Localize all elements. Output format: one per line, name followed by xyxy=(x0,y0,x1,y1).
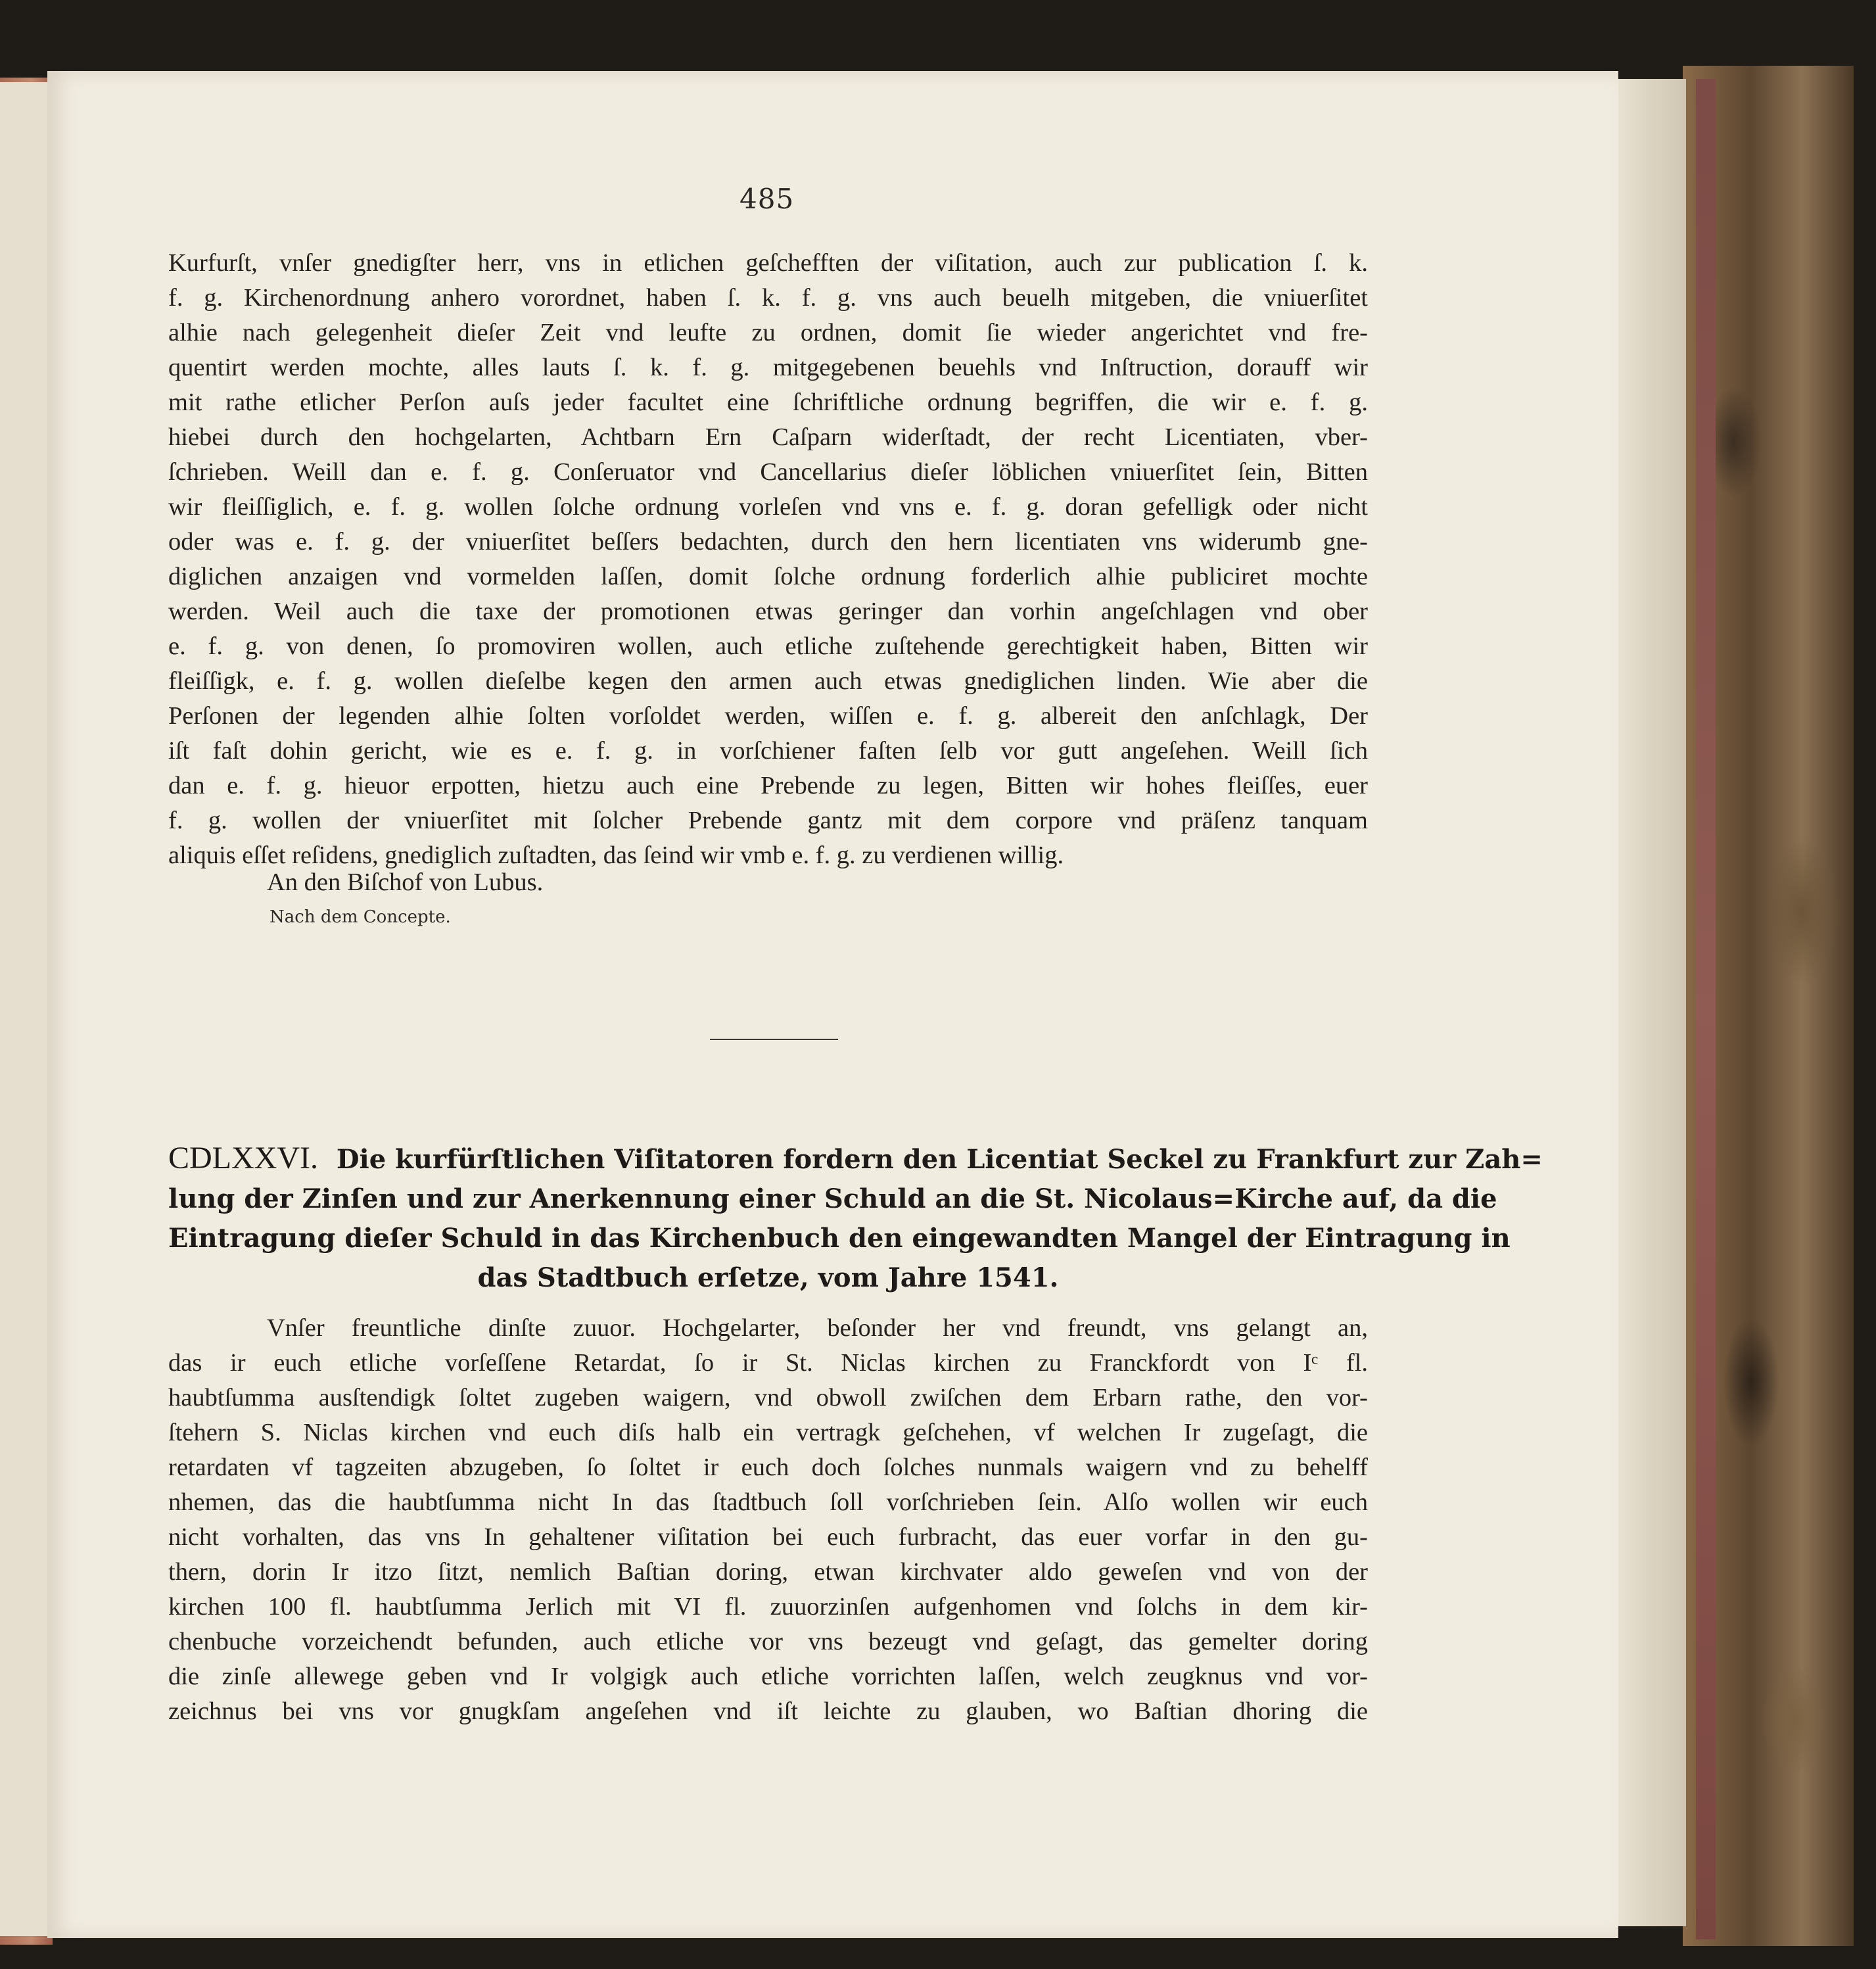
text-line: werden. Weil auch die taxe der promotionen etwas geringer dan vorhin angeſchlagen vnd ober xyxy=(168,598,1368,625)
letter-address: An den Biſchof von Lubus. xyxy=(267,868,544,896)
letter-text-bottom xyxy=(168,1311,1368,1729)
text-line: nhemen, das die haubtſumma nicht In das ſtadtbuch ſoll vorſchrieben ſein. Alſo wollen wir euch xyxy=(168,1488,1368,1516)
text-line: dan e. f. g. hieuor erpotten, hietzu auch eine Prebende zu legen, Bitten wir hohes fleiſſes, euer xyxy=(168,772,1368,799)
text-line: wir fleiſſiglich, e. f. g. wollen ſolche ordnung vorleſen vnd vns e. f. g. doran gefelligk oder nicht xyxy=(168,493,1368,521)
heading-line xyxy=(168,1139,1543,1179)
text-line: ſtehern S. Niclas kirchen vnd euch diſs halb ein vertragk geſchehen, vf welchen Ir zugeſagt, die xyxy=(168,1419,1368,1446)
page-number: 485 xyxy=(739,183,795,215)
text-line: die zinſe allewege geben vnd Ir volgigk auch etliche vorrichten laſſen, welch zeugknus vnd vor- xyxy=(168,1663,1368,1690)
section-divider xyxy=(710,1039,838,1040)
text-line: retardaten vf tagzeiten abzugeben, ſo ſoltet ir euch doch ſolches nunmals waigern vnd zu behelff xyxy=(168,1454,1368,1481)
text-line: diglichen anzaigen vnd vormelden laſſen, domit ſolche ordnung forderlich alhie publiciret mochte xyxy=(168,563,1368,590)
text-line: aliquis eſſet reſidens, gnediglich zuſtadten, das ſeind wir vmb e. f. g. zu verdienen willig. xyxy=(168,842,1064,869)
heading-line: Eintragung dieſer Schuld in das Kirchenbuch den eingewandten Mangel der Eintragung in xyxy=(168,1223,1511,1254)
text-line: das ir euch etliche vorſeſſene Retardat, ſo ir St. Niclas kirchen zu Franckfordt von Iᶜ fl. xyxy=(168,1349,1368,1377)
heading-line: lung der Zinſen und zur Anerkennung einer Schuld an die St. Nicolaus=Kirche auf, da die xyxy=(168,1183,1497,1214)
facing-page-edge xyxy=(0,82,49,1936)
text-line: mit rathe etlicher Perſon auſs jeder facultet eine ſchriftliche ordnung begriffen, die wir e. f. g. xyxy=(168,389,1368,416)
text-line: oder was e. f. g. der vniuerſitet beſſers bedachten, durch den hern licentiaten vns widerumb gne- xyxy=(168,528,1368,556)
letter-text-top xyxy=(168,246,1368,873)
cover-binding-strip xyxy=(1696,79,1716,1939)
heading-text: Die kurfürſtlichen Viſitatoren fordern den Licentiat Seckel zu Frankfurt zur Zah= xyxy=(336,1144,1543,1175)
text-line: ſchrieben. Weill dan e. f. g. Conſeruator vnd Cancellarius dieſer löblichen vniuerſitet ſein, Bitten xyxy=(168,458,1368,486)
text-line: Vnſer freuntliche dinſte zuuor. Hochgelarter, beſonder her vnd freundt, vns gelangt an, xyxy=(267,1314,1368,1342)
text-line: alhie nach gelegenheit dieſer Zeit vnd leufte zu ordnen, domit ſie wieder angerichtet vnd fre- xyxy=(168,319,1368,346)
text-line: thern, dorin Ir itzo ſitzt, nemlich Baſtian doring, etwan kirchvater aldo geweſen vnd von der xyxy=(168,1558,1368,1586)
page-stack-edge xyxy=(1607,79,1686,1926)
text-line: f. g. wollen der vniuerſitet mit ſolcher Prebende gantz mit dem corpore vnd präſenz tanquam xyxy=(168,807,1368,834)
text-line: haubtſumma ausſtendigk ſoltet zugeben waigern, vnd obwoll zwiſchen dem Erbarn rathe, den vor- xyxy=(168,1384,1368,1412)
source-note: Nach dem Concepte. xyxy=(270,907,451,927)
text-line: fleiſſigk, e. f. g. wollen dieſelbe kegen den armen auch etwas gnediglichen linden. Wie aber die xyxy=(168,667,1368,695)
document-heading xyxy=(168,1139,1543,1298)
document-numeral: CDLXXVI. xyxy=(168,1141,318,1175)
text-line: f. g. Kirchenordnung anhero vorordnet, haben ſ. k. f. g. vns auch beuelh mitgeben, die vniuerſitet xyxy=(168,284,1368,312)
text-line: zeichnus bei vns vor gnugkſam angeſehen vnd iſt leichte zu glauben, wo Baſtian dhoring die xyxy=(168,1697,1368,1725)
text-line: iſt faſt dohin gericht, wie es e. f. g. in vorſchiener faſten ſelb vor gutt angeſehen. Weill ſich xyxy=(168,737,1368,765)
text-line: hiebei durch den hochgelarten, Achtbarn Ern Caſparn widerſtadt, der recht Licentiaten, vber- xyxy=(168,423,1368,451)
text-line: chenbuche vorzeichendt befunden, auch etliche vor vns bezeugt vnd geſagt, das gemelter doring xyxy=(168,1628,1368,1655)
heading-line: das Stadtbuch erſetze, vom Jahre 1541. xyxy=(477,1262,1059,1293)
text-line: Perſonen der legenden alhie ſolten vorſoldet werden, wiſſen e. f. g. albereit den anſchlagk, Der xyxy=(168,702,1368,730)
text-line: quentirt werden mochte, alles lauts ſ. k. f. g. mitgegebenen beuehls vnd Inſtruction, dorauff wir xyxy=(168,354,1368,381)
text-line: e. f. g. von denen, ſo promoviren wollen, auch etliche zuſtehende gerechtigkeit haben, Bitten wir xyxy=(168,632,1368,660)
text-line: kirchen 100 fl. haubtſumma Jerlich mit VI fl. zuuorzinſen aufgenhomen vnd ſolchs in dem kir- xyxy=(168,1593,1368,1621)
text-line: nicht vorhalten, das vns In gehaltener viſitation bei euch furbracht, das euer vorfar in den gu- xyxy=(168,1523,1368,1551)
text-line: Kurfurſt, vnſer gnedigſter herr, vns in etlichen geſchefften der viſitation, auch zur publication ſ. k. xyxy=(168,249,1368,277)
